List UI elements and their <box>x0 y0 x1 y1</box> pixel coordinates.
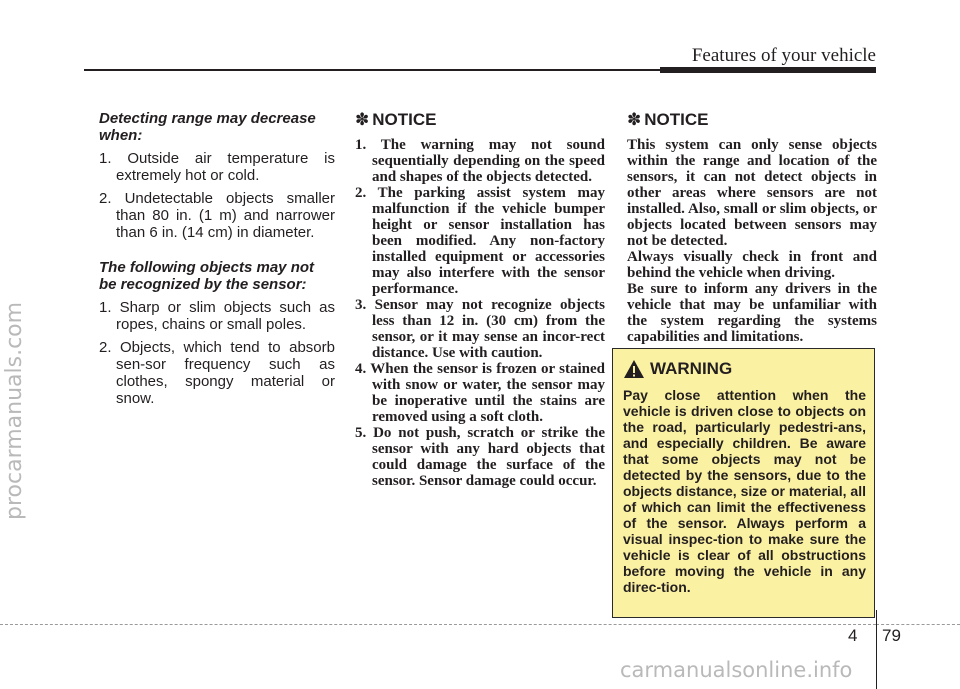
footer-rule <box>0 624 876 625</box>
notice-star-icon: ✽ <box>627 110 642 130</box>
footer-rule-right <box>876 624 960 625</box>
section-header-title: Features of your vehicle <box>691 45 876 66</box>
warning-triangle-icon <box>623 359 645 379</box>
chapter-number: 4 <box>848 626 858 645</box>
notice-item: 2. The parking assist system may malfunction if the vehicle bumper height or sensor installation has been modified. Any non-factory installed equipment or accessories may also interfere with the sensor performance. <box>355 185 605 297</box>
list-item: 2. Undetectable objects smaller than 80 in. (1 m) and narrower than 6 in. (14 cm) in diameter. <box>99 190 335 241</box>
warning-text: Pay close attention when the vehicle is driven close to objects on the road, particularly pedestri-ans, and especially children. Be aware that some objects may not be detected by the sensors, due to the objects distance, size or material, all of which can limit the effectiveness of the sensor. Always perform a visual inspec-tion to make sure the vehicle is clear of all obstructions before moving the vehicle in any direc-tion. <box>623 387 866 595</box>
warning-box <box>612 348 875 618</box>
page-number: 79 <box>882 626 901 645</box>
side-watermark: procarmanuals.com <box>2 301 27 520</box>
notice-paragraph: Always visually check in front and behind the vehicle when driving. <box>627 249 877 281</box>
notice-item: 1. The warning may not sound sequentially depending on the speed and shapes of the objects detected. <box>355 137 605 185</box>
notice-heading: ✽ NOTICE <box>355 110 437 130</box>
notice-item: 3. Sensor may not recognize objects less than 12 in. (30 cm) from the sensor, or it may sense an incor-rect distance. Use with caution. <box>355 297 605 361</box>
left-column <box>99 110 335 413</box>
notice-paragraph: This system can only sense objects within the range and location of the sensors, it can not detect objects in other areas where sensors are not installed. Also, small or slim objects, or objects located between sensors may not be detected. <box>627 137 877 249</box>
notice-heading: ✽ NOTICE <box>627 110 709 130</box>
header-rule-accent <box>660 67 876 73</box>
header-rule <box>84 69 660 71</box>
list-item: 1. Outside air temperature is extremely hot or cold. <box>99 150 335 184</box>
warning-header <box>623 359 866 379</box>
footer-divider <box>876 610 877 689</box>
list-item: 1. Sharp or slim objects such as ropes, chains or small poles. <box>99 299 335 333</box>
bottom-watermark: carmanualsonline.info <box>620 658 853 682</box>
notice-column-right <box>627 110 877 345</box>
notice-item: 4. When the sensor is frozen or stained with snow or water, the sensor may be inoperative until the stains are removed using a soft cloth. <box>355 361 605 425</box>
notice-column-middle <box>355 110 605 489</box>
warning-title: WARNING <box>650 359 733 378</box>
unrecognized-objects-heading: The following objects may not be recognized by the sensor: <box>99 259 315 293</box>
notice-item: 5. Do not push, scratch or strike the sensor with any hard objects that could damage the surface of the sensor. Sensor damage could occur. <box>355 425 605 489</box>
notice-star-icon: ✽ <box>355 110 370 130</box>
detecting-range-heading: Detecting range may decrease when: <box>99 110 316 144</box>
list-item: 2. Objects, which tend to absorb sen-sor frequency such as clothes, spongy material or snow. <box>99 339 335 407</box>
notice-paragraph: Be sure to inform any drivers in the vehicle that may be unfamiliar with the system regarding the systems capabilities and limitations. <box>627 281 877 345</box>
